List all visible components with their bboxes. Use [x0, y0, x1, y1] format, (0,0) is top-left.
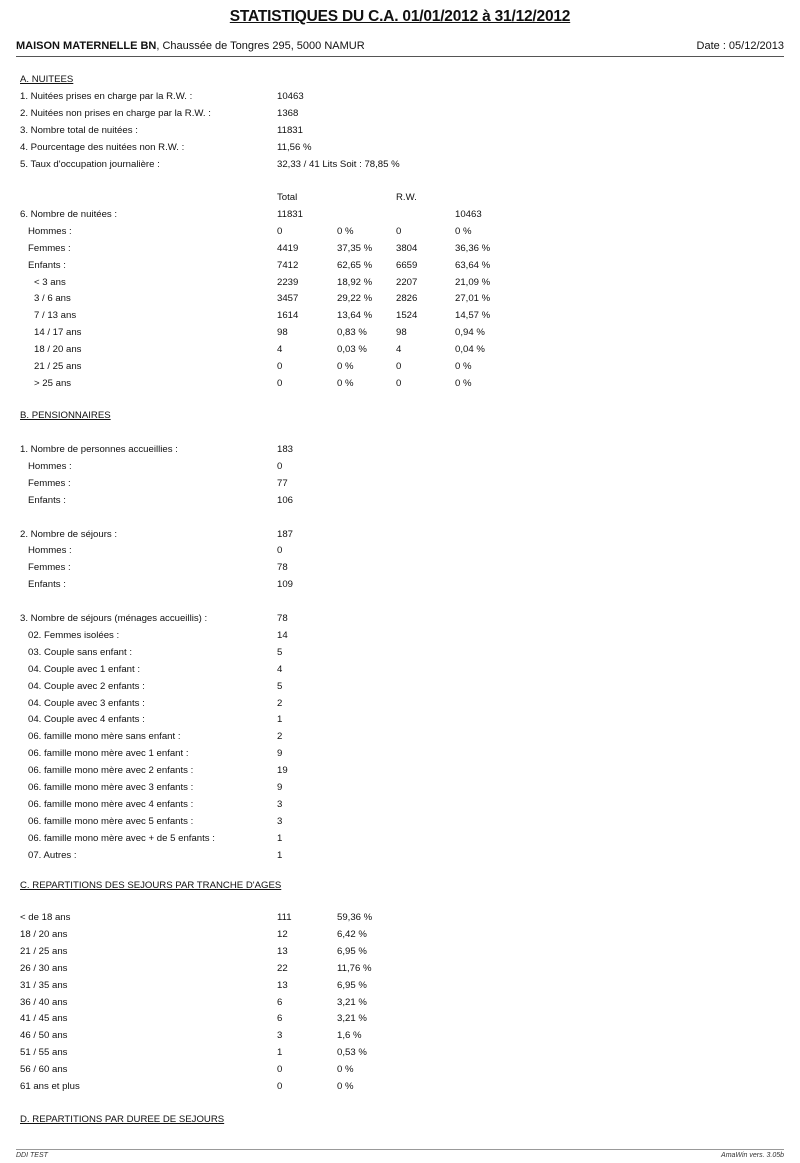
row-label: Femmes :	[28, 562, 71, 574]
pensionnaires-row	[0, 833, 800, 846]
row-label: 07. Autres :	[28, 849, 77, 861]
age-range-count: 6	[277, 1013, 283, 1025]
section-d-title: D. REPARTITIONS PAR DUREE DE SEJOURS	[20, 1114, 225, 1125]
age-range-count: 6	[277, 996, 283, 1008]
row-label: 3. Nombre total de nuitées :	[20, 124, 138, 136]
pensionnaires-row	[0, 444, 800, 457]
row-label: 5. Taux d'occupation journalière :	[20, 158, 160, 170]
pensionnaires-row	[0, 478, 800, 491]
row-label: 03. Couple sans enfant :	[28, 646, 133, 658]
table-row	[0, 361, 800, 374]
pensionnaires-row	[0, 579, 800, 592]
row-label: Hommes :	[28, 545, 72, 557]
rw-percent: 0 %	[455, 361, 472, 372]
row-value: 1368	[277, 107, 299, 119]
pensionnaires-row	[0, 799, 800, 812]
pensionnaires-row	[0, 664, 800, 677]
table-row	[0, 378, 800, 391]
age-range-percent: 6,42 %	[337, 928, 367, 940]
pensionnaires-row	[0, 714, 800, 727]
age-range-count: 1	[277, 1047, 283, 1059]
pensionnaires-row	[0, 782, 800, 795]
rw-value: 3804	[396, 242, 418, 254]
column-header-rw: R.W.	[396, 192, 417, 203]
page-title: STATISTIQUES DU C.A. 01/01/2012 à 31/12/2012	[229, 8, 571, 25]
section-b-title: B. PENSIONNAIRES	[20, 410, 111, 421]
age-range-row	[0, 980, 800, 993]
age-range-row	[0, 1047, 800, 1060]
total-percent: 37,35 %	[337, 242, 373, 254]
rw-percent: 14,57 %	[455, 310, 491, 322]
row-value: 0	[277, 545, 283, 557]
age-range-row	[0, 946, 800, 959]
row-label: 2. Nombre de séjours :	[20, 528, 118, 540]
row-value: 5	[277, 680, 283, 692]
pensionnaires-row	[0, 545, 800, 558]
rw-percent: 63,64 %	[455, 259, 491, 271]
nuitees-row	[0, 125, 800, 138]
table-row	[0, 293, 800, 306]
age-range-label: 21 / 25 ans	[20, 945, 68, 957]
age-range-count: 13	[277, 945, 288, 957]
row-label: 04. Couple avec 3 enfants :	[28, 697, 145, 709]
age-range-percent: 3,21 %	[337, 1013, 367, 1025]
table-title-row	[0, 209, 800, 222]
pensionnaires-row	[0, 613, 800, 626]
row-label: 06. famille mono mère avec 1 enfant :	[28, 748, 189, 760]
row-value: 187	[277, 528, 294, 540]
row-value: 5	[277, 646, 283, 658]
row-label: 06. famille mono mère avec 5 enfants :	[28, 815, 194, 827]
nuitees-row	[0, 159, 800, 172]
age-range-row	[0, 1030, 800, 1043]
pensionnaires-row	[0, 850, 800, 863]
row-label: < 3 ans	[34, 276, 66, 288]
row-value: 1	[277, 714, 283, 726]
rw-value: 1524	[396, 310, 418, 322]
rw-value: 0	[396, 225, 402, 237]
rw-value: 98	[396, 327, 407, 339]
pensionnaires-row	[0, 495, 800, 508]
row-label: Enfants :	[28, 494, 66, 506]
header-divider	[16, 56, 784, 57]
age-range-count: 13	[277, 979, 288, 991]
age-range-percent: 6,95 %	[337, 979, 367, 991]
row-label: 06. famille mono mère sans enfant :	[28, 731, 181, 743]
age-range-label: 46 / 50 ans	[20, 1030, 68, 1042]
rw-value: 6659	[396, 259, 418, 271]
row-value: 11,56 %	[277, 141, 312, 153]
total-value: 4419	[277, 242, 299, 254]
pensionnaires-row	[0, 731, 800, 744]
row-value: 14	[277, 629, 288, 641]
table-row	[0, 344, 800, 357]
pensionnaires-row	[0, 748, 800, 761]
row-value: 11831	[277, 124, 303, 136]
age-range-row	[0, 929, 800, 942]
row-label: 7 / 13 ans	[34, 310, 77, 322]
pensionnaires-row	[0, 529, 800, 542]
row-value: 19	[277, 765, 288, 777]
rw-value: 10463	[455, 208, 482, 220]
age-range-row	[0, 963, 800, 976]
row-label: 3 / 6 ans	[34, 293, 71, 305]
rw-value: 2207	[396, 276, 418, 288]
age-range-label: 61 ans et plus	[20, 1081, 80, 1092]
age-range-label: 18 / 20 ans	[20, 928, 68, 940]
age-range-percent: 0 %	[337, 1064, 354, 1076]
row-value: 32,33 / 41 Lits Soit : 78,85 %	[277, 158, 400, 170]
table-row	[0, 260, 800, 273]
row-label: 06. famille mono mère avec 3 enfants :	[28, 782, 194, 793]
pensionnaires-row	[0, 562, 800, 575]
row-label: Enfants :	[28, 259, 66, 271]
row-label: 18 / 20 ans	[34, 344, 82, 356]
pensionnaires-row	[0, 630, 800, 643]
row-value: 2	[277, 697, 283, 709]
row-label: 06. famille mono mère avec + de 5 enfants :	[28, 832, 215, 844]
rw-percent: 27,01 %	[455, 293, 491, 305]
age-range-label: 41 / 45 ans	[20, 1013, 68, 1025]
footer-version-text: AmaWin vers. 3.05b	[721, 1152, 784, 1159]
section-c-title: C. REPARTITIONS DES SEJOURS PAR TRANCHE D'AGES	[20, 880, 282, 891]
report-header	[16, 40, 784, 52]
row-label: 06. famille mono mère avec 4 enfants :	[28, 798, 194, 810]
total-value: 11831	[277, 208, 303, 220]
table-row	[0, 327, 800, 340]
pensionnaires-row	[0, 816, 800, 829]
row-value: 109	[277, 579, 294, 591]
age-range-percent: 11,76 %	[337, 962, 372, 974]
rw-percent: 0 %	[455, 225, 472, 237]
row-value: 1	[277, 832, 283, 844]
rw-value: 4	[396, 344, 402, 356]
table-header-row	[0, 192, 800, 205]
row-label: 1. Nuitées prises en charge par la R.W. :	[20, 91, 193, 102]
total-percent: 0 %	[337, 377, 354, 389]
row-label: 3. Nombre de séjours (ménages accueillis) :	[20, 613, 208, 624]
age-range-row	[0, 1064, 800, 1077]
age-range-row	[0, 1081, 800, 1094]
row-value: 78	[277, 613, 288, 624]
row-label: 14 / 17 ans	[34, 327, 82, 339]
row-value: 10463	[277, 91, 304, 102]
pensionnaires-row	[0, 647, 800, 660]
age-range-label: 51 / 55 ans	[20, 1047, 68, 1059]
table-row	[0, 310, 800, 323]
age-range-count: 111	[277, 912, 292, 923]
row-value: 78	[277, 562, 288, 574]
age-range-percent: 59,36 %	[337, 912, 373, 923]
age-range-count: 12	[277, 928, 288, 940]
pensionnaires-row	[0, 461, 800, 474]
total-value: 4	[277, 344, 283, 356]
total-percent: 29,22 %	[337, 293, 373, 305]
row-label: Femmes :	[28, 242, 71, 254]
pensionnaires-row	[0, 698, 800, 711]
section-a-title: A. NUITEES	[20, 74, 74, 85]
row-label: 04. Couple avec 2 enfants :	[28, 680, 145, 692]
total-percent: 0,83 %	[337, 327, 367, 339]
age-range-percent: 6,95 %	[337, 945, 367, 957]
age-range-label: 26 / 30 ans	[20, 962, 68, 974]
row-label: > 25 ans	[34, 377, 72, 389]
total-percent: 13,64 %	[337, 310, 373, 322]
rw-percent: 0,94 %	[455, 327, 485, 339]
age-range-count: 22	[277, 962, 288, 974]
nuitees-row	[0, 91, 800, 104]
total-value: 1614	[277, 310, 299, 322]
table-row	[0, 277, 800, 290]
nuitees-row	[0, 108, 800, 121]
age-range-count: 0	[277, 1081, 283, 1092]
organization-name: MAISON MATERNELLE BN	[16, 40, 157, 52]
rw-percent: 0 %	[455, 377, 472, 389]
total-value: 0	[277, 361, 283, 372]
age-range-row	[0, 1013, 800, 1026]
row-label: 2. Nuitées non prises en charge par la R.W. :	[20, 107, 211, 119]
row-label: Hommes :	[28, 460, 72, 472]
total-value: 2239	[277, 276, 299, 288]
row-label: Femmes :	[28, 477, 71, 489]
rw-percent: 21,09 %	[455, 276, 491, 288]
pensionnaires-row	[0, 681, 800, 694]
total-percent: 62,65 %	[337, 259, 373, 271]
row-label: Enfants :	[28, 579, 66, 591]
row-value: 9	[277, 782, 283, 793]
age-range-label: 56 / 60 ans	[20, 1064, 68, 1076]
total-percent: 18,92 %	[337, 276, 373, 288]
column-header-total: Total	[277, 192, 298, 203]
age-range-row	[0, 997, 800, 1010]
age-range-percent: 0,53 %	[337, 1047, 367, 1059]
row-label: 21 / 25 ans	[34, 361, 82, 372]
row-label: 06. famille mono mère avec 2 enfants :	[28, 765, 194, 777]
row-value: 9	[277, 748, 283, 760]
row-label: 4. Pourcentage des nuitées non R.W. :	[20, 141, 185, 153]
rw-percent: 36,36 %	[455, 242, 491, 254]
organization-address: , Chaussée de Tongres 295, 5000 NAMUR	[156, 40, 365, 52]
age-range-label: < de 18 ans	[20, 912, 71, 923]
row-label: 6. Nombre de nuitées :	[20, 208, 118, 220]
footer-divider	[16, 1149, 784, 1150]
row-label: 02. Femmes isolées :	[28, 629, 120, 641]
footer-left-text: DDI TEST	[16, 1152, 48, 1159]
age-range-percent: 0 %	[337, 1081, 354, 1092]
row-value: 0	[277, 460, 283, 472]
age-range-percent: 3,21 %	[337, 996, 367, 1008]
pensionnaires-row	[0, 765, 800, 778]
age-range-count: 0	[277, 1064, 283, 1076]
total-value: 3457	[277, 293, 299, 305]
row-value: 77	[277, 477, 288, 489]
total-value: 7412	[277, 259, 299, 271]
rw-percent: 0,04 %	[455, 344, 485, 356]
total-value: 98	[277, 327, 288, 339]
row-value: 183	[277, 444, 294, 455]
rw-value: 2826	[396, 293, 418, 305]
total-percent: 0 %	[337, 361, 354, 372]
total-value: 0	[277, 225, 283, 237]
age-range-percent: 1,6 %	[337, 1030, 362, 1042]
total-percent: 0,03 %	[337, 344, 367, 356]
row-value: 3	[277, 815, 283, 827]
total-percent: 0 %	[337, 225, 354, 237]
age-range-label: 31 / 35 ans	[20, 979, 68, 991]
row-value: 1	[277, 849, 283, 861]
row-value: 106	[277, 494, 294, 506]
row-value: 2	[277, 731, 283, 743]
row-value: 3	[277, 798, 283, 810]
total-value: 0	[277, 377, 283, 389]
age-range-label: 36 / 40 ans	[20, 996, 68, 1008]
row-value: 4	[277, 663, 283, 675]
rw-value: 0	[396, 361, 402, 372]
row-label: Hommes :	[28, 225, 72, 237]
age-range-count: 3	[277, 1030, 283, 1042]
report-date: Date : 05/12/2013	[696, 40, 784, 52]
age-range-row	[0, 912, 800, 925]
table-row	[0, 226, 800, 239]
table-row	[0, 243, 800, 256]
rw-value: 0	[396, 377, 402, 389]
row-label: 1. Nombre de personnes accueillies :	[20, 444, 178, 455]
row-label: 04. Couple avec 1 enfant :	[28, 663, 141, 675]
row-label: 04. Couple avec 4 enfants :	[28, 714, 145, 726]
nuitees-row	[0, 142, 800, 155]
